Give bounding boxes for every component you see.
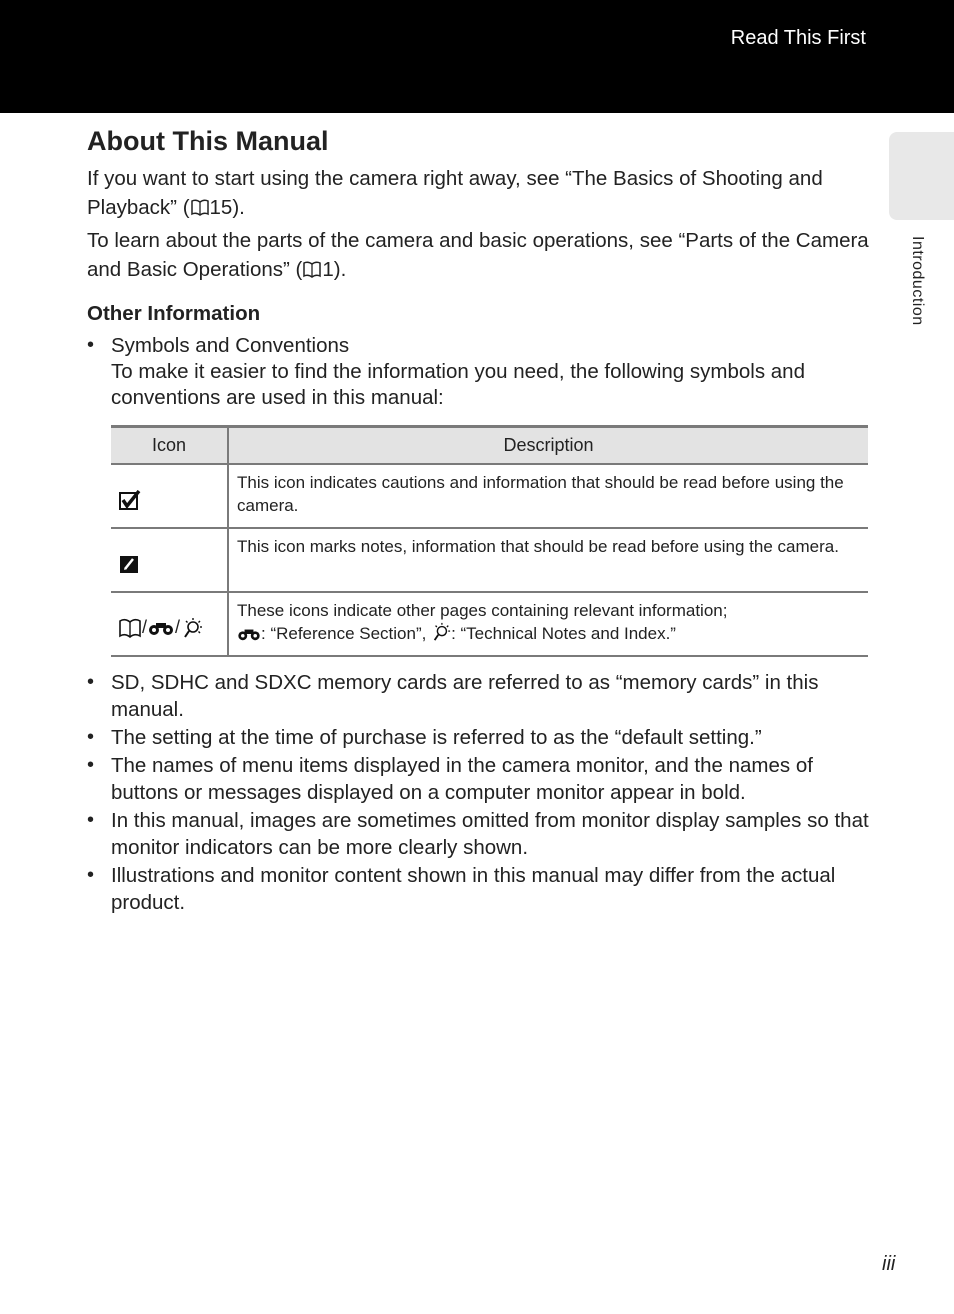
- table-header-description: Description: [228, 427, 868, 465]
- book-icon: [303, 261, 321, 278]
- table-icon-cell: [111, 464, 228, 528]
- reference-section-text: : “Reference Section”,: [261, 624, 432, 643]
- bullet-dot: •: [87, 864, 95, 886]
- bullet-title: Symbols and Conventions: [111, 334, 350, 357]
- bullet-dot: •: [87, 754, 95, 776]
- bullet-dot: •: [87, 334, 95, 356]
- header-title: Read This First: [730, 27, 866, 49]
- icon-separator: /: [142, 617, 148, 637]
- bullet-dot: •: [87, 726, 95, 748]
- bullet-text: In this manual, images are sometimes omitted from monitor display samples so that monitor indicators can be more clearly shown.: [111, 809, 869, 859]
- multi-icon-legend: [237, 622, 860, 645]
- para2-text: To learn about the parts of the camera and basic operations, see “Parts of the Camera and Basic Operations” (: [87, 229, 869, 281]
- bullet-text: Illustrations and monitor content shown in this manual may differ from the actual product.: [111, 864, 836, 914]
- bullet-item: [87, 669, 869, 723]
- bullet-item: [87, 862, 869, 916]
- main-content: [87, 124, 869, 917]
- side-tab: [889, 132, 954, 220]
- para1-end: ).: [232, 196, 245, 219]
- tip-lightbulb-icon: [181, 617, 203, 639]
- table-header-icon: Icon: [111, 427, 228, 465]
- book-icon: [191, 199, 209, 216]
- table-header-row: [111, 427, 868, 465]
- table-row: [111, 592, 868, 656]
- bullet-dot: •: [87, 671, 95, 693]
- section-title-other-information: Other Information: [87, 302, 261, 325]
- para1-page-ref[interactable]: 15: [209, 196, 233, 219]
- binoculars-icon: [237, 626, 261, 642]
- table-description-cell: This icon marks notes, information that should be read before using the camera.: [228, 528, 868, 592]
- table-icon-cell: [111, 528, 228, 592]
- table-icon-cell: [111, 592, 228, 656]
- intro-paragraph-2: [87, 226, 869, 284]
- binoculars-icon: [148, 619, 174, 637]
- caution-check-icon: [119, 490, 141, 510]
- page-number: iii: [882, 1253, 896, 1275]
- table-row: [111, 528, 868, 592]
- bullet-symbols-conventions: [87, 332, 869, 411]
- tip-lightbulb-icon: [431, 622, 451, 642]
- multi-icon-description: These icons indicate other pages containing relevant information;: [237, 601, 728, 620]
- bullet-text: The names of menu items displayed in the camera monitor, and the names of buttons or messages displayed on a computer monitor appear in bold.: [111, 754, 813, 804]
- symbols-table: [111, 425, 868, 657]
- bullet-dot: •: [87, 809, 95, 831]
- page-title: About This Manual: [87, 126, 329, 156]
- technical-notes-text: : “Technical Notes and Index.”: [451, 624, 676, 643]
- bullet-text: The setting at the time of purchase is referred to as the “default setting.”: [111, 726, 762, 749]
- bullet-description: To make it easier to find the information you need, the following symbols and conventions are used in this manual:: [111, 360, 805, 409]
- bullet-text: SD, SDHC and SDXC memory cards are referred to as “memory cards” in this manual.: [111, 671, 819, 721]
- bullet-item: [87, 724, 869, 751]
- icon-separator: /: [175, 617, 181, 637]
- para1-text: If you want to start using the camera right away, see “The Basics of Shooting and Playback” (: [87, 167, 823, 219]
- bullet-item: [87, 752, 869, 806]
- table-description-cell: [228, 592, 868, 656]
- table-description-cell: This icon indicates cautions and information that should be read before using the camera.: [228, 464, 868, 528]
- side-tab-label: Introduction: [909, 236, 926, 326]
- intro-paragraph-1: [87, 164, 869, 222]
- book-icon: [119, 618, 141, 638]
- bullet-item: [87, 807, 869, 861]
- note-pencil-icon: [119, 554, 141, 574]
- para2-page-ref[interactable]: 1: [322, 258, 334, 281]
- para2-end: ).: [333, 258, 347, 281]
- header-bar: [0, 0, 954, 113]
- table-row: [111, 464, 868, 528]
